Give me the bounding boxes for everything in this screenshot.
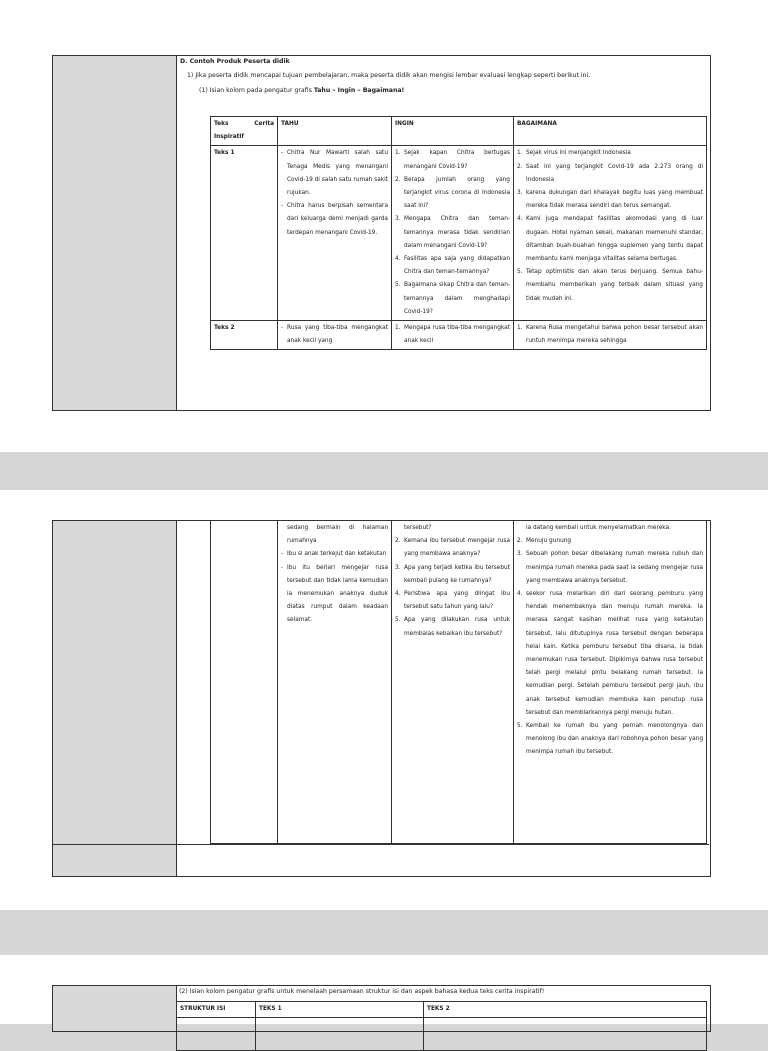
list-item: - Ibu itu berlari mengejar rusa tersebut dan tidak lama kemudian ia menemukan anaknya duduk diatas rumput dalam keadaan selamat.: [281, 562, 388, 628]
header-struktur-isi: STRUKTUR ISI: [177, 1002, 256, 1018]
list-item-cont: ia datang kembali untuk menyelamatkan mereka.: [526, 525, 671, 531]
list-item: 4. Fasilitas apa saja yang didapatkan Chitra dan teman-temannya?: [395, 256, 510, 276]
document-page-2: [0, 490, 768, 910]
list-item: 5. Tetap optimistis dan akan terus berjuang. Semua bahu-membahu memberikan yang terbaik dalam situasi yang tidak mudah ini.: [517, 269, 703, 302]
tahu-ingin-bagaimana-table: [210, 116, 707, 350]
table-cell: [424, 1018, 707, 1051]
struktur-isi-table: [176, 1001, 707, 1051]
list-item: - Chitra Nur Mawarti salah satu Tenaga Medis yang menangani Covid-19 di salah satu rumah sakit rujukan.: [281, 147, 388, 200]
list-item: 3. Sebuah pohon besar dibelakang rumah mereka rubuh dan menimpa rumah mereka pada saat ia sedang mengejar rusa yang membawa anaknya tersebut.: [517, 551, 703, 584]
table-row: [211, 321, 707, 350]
list-item: 3. Mengapa Chitra dan teman-temannya merasa tidak sendirian dalam menangani Covid-19?: [395, 216, 510, 249]
row-label-teks-1: Teks 1: [211, 146, 278, 321]
list-item: 2. Berapa jumlah orang yang terjangkit virus corona di Indonesia saat ini?: [395, 176, 510, 210]
list-item-cont: tersebut?: [404, 525, 432, 531]
list-item: 3. karena dukungan dari khalayak begitu luas yang membuat mereka tidak merasa sendiri dan terus semangat.: [517, 190, 703, 210]
section-title: D. Contoh Produk Peserta didik: [180, 58, 290, 65]
list-item: 3. Apa yang terjadi ketika ibu tersebut kembali pulang ke rumahnya?: [395, 564, 510, 584]
row-label-teks-2: Teks 2: [211, 321, 278, 350]
cell-tahu-teks-1: [278, 146, 392, 321]
document-page-3: [0, 955, 768, 1024]
list-item-cont: sedang bermain di halaman rumahnya: [287, 525, 388, 545]
cell-tahu-teks-2: [278, 321, 392, 350]
header-teks-1: TEKS 1: [256, 1002, 424, 1018]
header-tahu: TAHU: [278, 117, 392, 146]
list-item: 4. Kami juga mendapat fasilitas akomodasi yang di luar dugaan. Hotel nyaman sekali, makanan memenuhi standar, ditambah buah-buahan hingga suplemen yang tentu dapat membantu kami menjaga vitalitas selama bertugas.: [517, 216, 703, 263]
header-teks-2: TEKS 2: [424, 1002, 707, 1018]
list-item: - Ibu si anak terkejut dan ketakutan: [281, 548, 388, 561]
list-item: 5. Kembali ke rumah ibu yang pernah menolongnya dan menolong ibu dan anaknya dari robohnya pohon besar yang menimpa rumah ibu tersebut.: [517, 723, 703, 756]
table-row: [211, 146, 707, 321]
cell-tahu-teks-2-cont: [278, 521, 392, 844]
cell-ingin-teks-2: [392, 321, 514, 350]
header-teks-cerita: Teks Cerita Inspiratif: [211, 117, 278, 146]
left-gray-column: [53, 521, 177, 876]
table-header-row: [177, 1002, 707, 1018]
list-item: 4. seekor rusa melarikan diri dari seorang pemburu yang hendak menembaknya dan menuju rumah mereka. Ia merasa sangat kasihan melihat rusa yang ketakutan tersebut, lalu ditutupinya rusa tersebut dengan beberapa helai kain. Ketika pemburu tersebut tiba disana, ia tidak menemukan rusa tersebut. Dipikirnya bahwa rusa tersebut telah pergi melalui pintu belakang rumah tersebut. Ia kemudian pergi. Setelah pemburu tersebut pergi jauh, ibu anak tersebut kemudian membuka kain penutup rusa tersebut dan membiarkannya pergi menuju hutan.: [517, 591, 703, 716]
list-item: - Chitra harus berpisah sementara dari keluarga demi menjadi garda terdepan menangani Covid-19.: [281, 200, 388, 240]
cell-ingin-teks-2-cont: [392, 521, 514, 844]
list-item: - Rusa yang tiba-tiba mengangkat anak kecil yang: [281, 322, 388, 348]
cell-bagaimana-teks-1: [514, 146, 707, 321]
cell-bagaimana-teks-2-cont: [514, 521, 707, 844]
list-item: 2. Kemana ibu tersebut mengejar rusa yang membawa anaknya?: [395, 538, 510, 558]
tahu-ingin-bagaimana-table-continued: [210, 520, 707, 844]
instruction-item-1a: (1) Isian kolom pada pengatur grafis Tahu – Ingin – Bagaimana!: [199, 87, 405, 94]
list-item: 1. Karena Rusa mengetahui bahwa pohon besar tersebut akan runtuh menimpa mereka sehingga: [517, 325, 703, 345]
row-label-empty: [211, 521, 278, 844]
left-gray-column: [53, 986, 177, 1031]
list-item: 1. Mengapa rusa tiba-tiba mengangkat anak kecil: [395, 325, 510, 345]
header-bagaimana: BAGAIMANA: [514, 117, 707, 146]
left-gray-column: [53, 845, 177, 875]
document-page-1: [0, 0, 768, 452]
left-gray-column: [53, 56, 177, 410]
table-cell: [256, 1018, 424, 1051]
list-item: 1. Sejak virus ini menjangkit Indonesia: [517, 150, 631, 157]
cell-bagaimana-teks-2: [514, 321, 707, 350]
table-cell: [177, 1018, 256, 1051]
list-item: 1. Sejak kapan Chitra bertugas menangani Covid-19?: [395, 150, 510, 170]
table-header-row: [211, 117, 707, 146]
list-item: 4. Peristiwa apa yang diingat ibu tersebut satu tahun yang lalu?: [395, 591, 510, 611]
table-row: [211, 521, 707, 844]
table-row: [177, 1018, 707, 1051]
instruction-item-2: (2) Isian kolom pengatur grafis untuk menelaah persamaan struktur isi dan aspek bahasa kedua teks cerita inspiratif!: [179, 988, 545, 995]
list-item: 2. Menuju gunung: [517, 538, 572, 545]
list-item: 5. Bagaimana sikap Chitra dan teman-temannya dalam menghadapi Covid-19?: [395, 282, 510, 315]
instruction-item-1: 1) Jika peserta didik mencapai tujuan pembelajaran, maka peserta didik akan mengisi lembar evaluasi lengkap seperti berikut ini.: [187, 72, 591, 79]
list-item: 5. Apa yang dilakukan rusa untuk membalas kebaikan ibu tersebut?: [395, 617, 510, 637]
list-item: 2. Saat ini yang terjangkit Covid-19 ada 2.273 orang di Indonesia: [517, 163, 703, 183]
cell-ingin-teks-1: [392, 146, 514, 321]
header-ingin: INGIN: [392, 117, 514, 146]
